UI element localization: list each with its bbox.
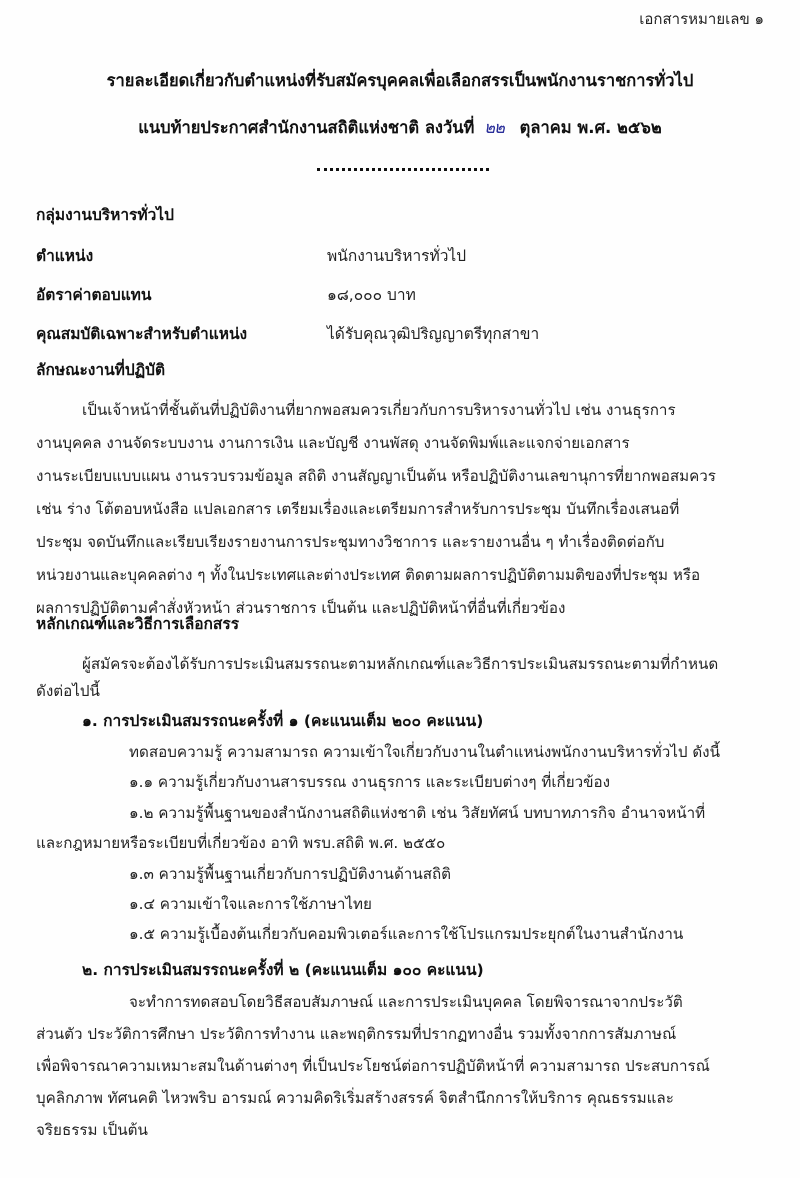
round1-intro: ทดสอบความรู้ ความสามารถ ความเข้าใจเกี่ยวกับงานในตำแหน่งพนักงานบริหารทั่วไป ดังนี้ xyxy=(129,743,720,761)
document-subtitle xyxy=(0,115,800,141)
criteria-heading: หลักเกณฑ์และวิธีการเลือกสรร xyxy=(36,615,240,633)
duties-line: เช่น ร่าง โต้ตอบหนังสือ แปลเอกสาร เตรียมเรื่องและเตรียมการสำหรับการประชุม บันทึกเรื่องเสนอที่ xyxy=(36,500,680,518)
document-title: รายละเอียดเกี่ยวกับตำแหน่งที่รับสมัครบุคคลเพื่อเลือกสรรเป็นพนักงานราชการทั่วไป xyxy=(106,71,694,90)
subtitle-prefix: แนบท้ายประกาศสำนักงานสถิติแห่งชาติ ลงวันที่ xyxy=(138,118,475,137)
position-label: ตำแหน่ง xyxy=(36,247,94,265)
duties-line: งานระเบียบแบบแผน งานรวบรวมข้อมูล สถิติ งานสัญญาเป็นต้น หรือปฏิบัติงานเลขานุการที่ยากพอสมควร xyxy=(36,467,716,485)
position-value: พนักงานบริหารทั่วไป xyxy=(327,247,467,265)
round1-item: ๑.๔ ความเข้าใจและการใช้ภาษาไทย xyxy=(129,895,372,913)
round1-item: ๑.๒ ความรู้พื้นฐานของสำนักงานสถิติแห่งชาติ เช่น วิสัยทัศน์ บทบาทภารกิจ อำนาจหน้าที่ xyxy=(129,804,706,822)
round2-line: เพื่อพิจารณาความเหมาะสมในด้านต่างๆ ที่เป็นประโยชน์ต่อการปฏิบัติหน้าที่ ความสามารถ ประสบการณ์ xyxy=(36,1057,710,1075)
duties-heading: ลักษณะงานที่ปฏิบัติ xyxy=(36,361,166,379)
criteria-intro: ผู้สมัครจะต้องได้รับการประเมินสมรรถนะตามหลักเกณฑ์และวิธีการประเมินสมรรถนะตามที่กำหนด xyxy=(82,655,719,673)
salary-value: ๑๘,๐๐๐ บาท xyxy=(327,286,416,304)
round2-line: จริยธรรม เป็นต้น xyxy=(36,1121,148,1139)
qualification-value: ได้รับคุณวุฒิปริญญาตรีทุกสาขา xyxy=(327,325,540,343)
subtitle-suffix: ตุลาคม พ.ศ. ๒๕๖๒ xyxy=(519,118,662,137)
round2-line: จะทำการทดสอบโดยวิธีสอบสัมภาษณ์ และการประเมินบุคคล โดยพิจารณาจากประวัติ xyxy=(129,993,683,1011)
round1-item: ๑.๓ ความรู้พื้นฐานเกี่ยวกับการปฏิบัติงานด้านสถิติ xyxy=(129,865,452,883)
duties-line: ผลการปฏิบัติตามคำสั่งหัวหน้า ส่วนราชการ เป็นต้น และปฏิบัติหน้าที่อื่นที่เกี่ยวข้อง xyxy=(36,599,566,617)
duties-line: เป็นเจ้าหน้าที่ชั้นต้นที่ปฏิบัติงานที่ยากพอสมควรเกี่ยวกับการบริหารงานทั่วไป เช่น งานธุรการ xyxy=(82,401,676,419)
dotted-divider xyxy=(317,168,489,175)
duties-line: หน่วยงานและบุคคลต่าง ๆ ทั้งในประเทศและต่างประเทศ ติดตามผลการปฏิบัติตามมติของที่ประชุม หรือ xyxy=(36,566,701,584)
round1-item-continued: และกฎหมายหรือระเบียบที่เกี่ยวข้อง อาทิ พรบ.สถิติ พ.ศ. ๒๕๕๐ xyxy=(36,834,446,852)
round2-line: บุคลิกภาพ ทัศนคติ ไหวพริบ อารมณ์ ความคิดริเริ่มสร้างสรรค์ จิตสำนึกการให้บริการ คุณธรรมและ xyxy=(36,1089,674,1107)
round1-item: ๑.๑ ความรู้เกี่ยวกับงานสารบรรณ งานธุรการ และระเบียบต่างๆ ที่เกี่ยวข้อง xyxy=(129,773,611,791)
duties-line: งานบุคคล งานจัดระบบงาน งานการเงิน และบัญชี งานพัสดุ งานจัดพิมพ์และแจกจ่ายเอกสาร xyxy=(36,434,630,452)
group-heading: กลุ่มงานบริหารทั่วไป xyxy=(36,206,174,224)
duties-line: ประชุม จดบันทึกและเรียบเรียงรายงานการประชุมทางวิชาการ และรายงานอื่น ๆ ทำเรื่องติดต่อกับ xyxy=(36,533,665,551)
salary-label: อัตราค่าตอบแทน xyxy=(36,286,152,304)
round1-heading: ๑. การประเมินสมรรถนะครั้งที่ ๑ (คะแนนเต็ม ๒๐๐ คะแนน) xyxy=(82,712,484,730)
qualification-label: คุณสมบัติเฉพาะสำหรับตำแหน่ง xyxy=(36,325,248,343)
round2-line: ส่วนตัว ประวัติการศึกษา ประวัติการทำงาน และพฤติกรรมที่ปรากฏทางอื่น รวมทั้งจากการสัมภาษณ์ xyxy=(36,1025,677,1043)
round1-item: ๑.๕ ความรู้เบื้องต้นเกี่ยวกับคอมพิวเตอร์และการใช้โปรแกรมประยุกต์ในงานสำนักงาน xyxy=(129,925,684,943)
document-number: เอกสารหมายเลข ๑ xyxy=(639,10,764,28)
round2-heading: ๒. การประเมินสมรรถนะครั้งที่ ๒ (คะแนนเต็ม ๑๐๐ คะแนน) xyxy=(82,961,484,979)
criteria-intro-continued: ดังต่อไปนี้ xyxy=(36,682,100,700)
handwritten-day: ๒๒ xyxy=(484,118,504,137)
